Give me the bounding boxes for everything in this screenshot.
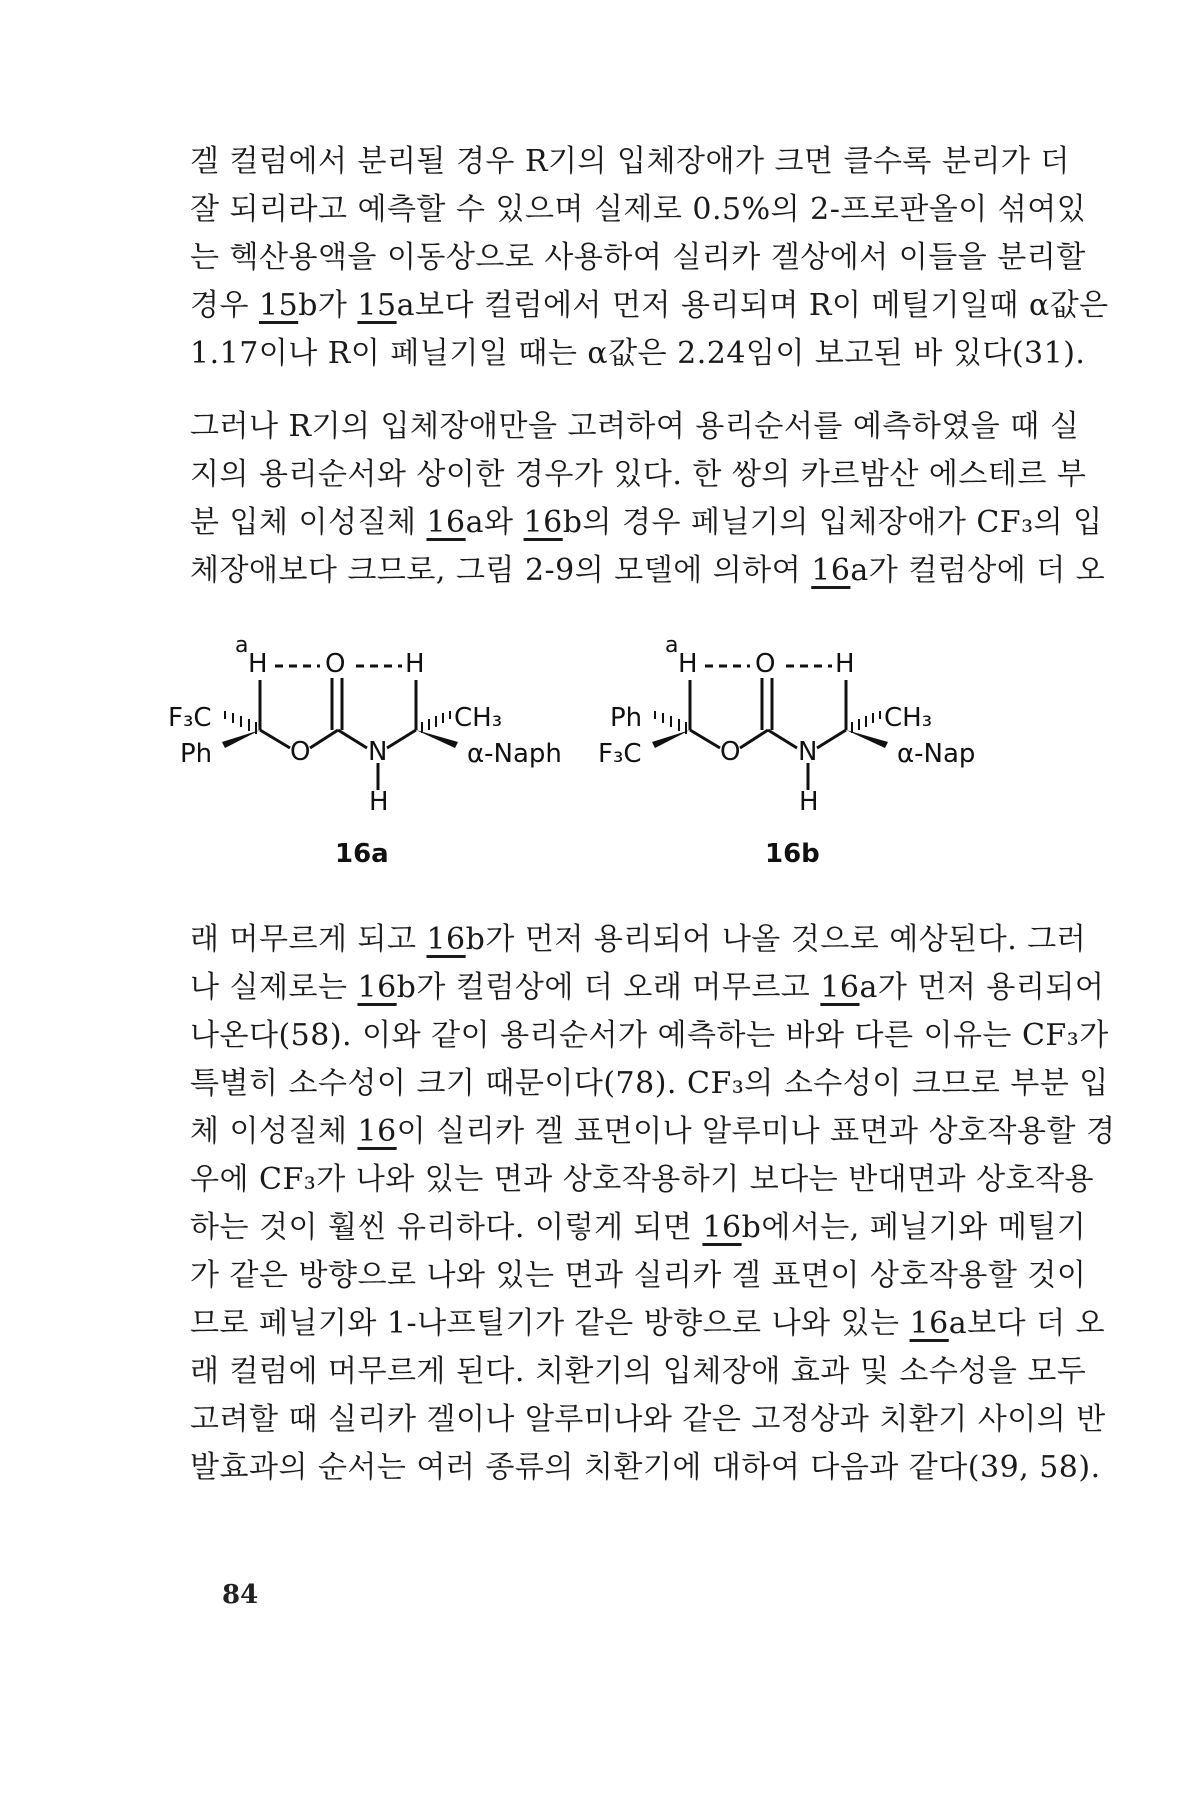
substituent-ch3-16b: CH₃ xyxy=(884,703,933,733)
text-segment: b가 먼저 용리되어 나올 것으로 예상된다. 그러 xyxy=(465,922,1087,957)
compound-number-underlined: 16 xyxy=(702,1210,742,1245)
text-segment: a가 컬럼상에 더 오 xyxy=(850,553,1106,588)
atom-o-top-16b: O xyxy=(755,649,776,679)
text-segment: a가 먼저 용리되어 xyxy=(859,970,1105,1005)
text-segment: b에서는, 페닐기와 메틸기 xyxy=(741,1210,1087,1245)
text-line xyxy=(190,1204,1087,1252)
compound-number-underlined: 15 xyxy=(357,288,397,323)
text-segment: 분 입체 이성질체 xyxy=(190,505,427,540)
text-line: 발효과의 순서는 여러 종류의 치환기에 대하여 다음과 같다(39, 58). xyxy=(190,1450,1101,1485)
chemical-structures-figure xyxy=(168,630,1080,880)
text-line: 래 컬럼에 머무르게 된다. 치환기의 입체장애 효과 및 소수성을 모두 xyxy=(190,1354,1087,1389)
atom-h-left-16b: H xyxy=(678,649,698,679)
text-segment: 하는 것이 훨씬 유리하다. 이렇게 되면 xyxy=(190,1210,703,1245)
substituent-ch3-16a: CH₃ xyxy=(454,703,503,733)
atom-o-bridge-16b: O xyxy=(720,737,741,767)
text-segment: 이 실리카 겔 표면이나 알루미나 표면과 상호작용할 경 xyxy=(396,1114,1116,1149)
text-line: 1.17이나 R이 페닐기일 때는 α값은 2.24임이 보고된 바 있다(31). xyxy=(190,336,1086,371)
superscript-a-16a: a xyxy=(235,633,249,658)
hashed-wedge-16b-left xyxy=(655,711,686,734)
text-segment: b가 xyxy=(298,288,358,323)
text-segment: 나 실제로는 xyxy=(190,970,358,1005)
superscript-a-16b: a xyxy=(665,633,679,658)
text-line xyxy=(190,1300,1106,1348)
compound-number-underlined: 16 xyxy=(523,505,563,540)
compound-number-underlined: 16 xyxy=(811,553,851,588)
text-line xyxy=(190,499,1103,547)
compound-number-underlined: 15 xyxy=(259,288,299,323)
text-line xyxy=(190,1108,1116,1156)
text-line: 겔 컬럼에서 분리될 경우 R기의 입체장애가 크면 클수록 분리가 더 xyxy=(190,144,1070,179)
text-line: 나온다(58). 이와 같이 용리순서가 예측하는 바와 다른 이유는 CF₃가 xyxy=(190,1018,1109,1053)
paragraph-3 xyxy=(190,916,1116,1492)
hashed-wedge-16a-right xyxy=(422,711,450,733)
text-line: 잘 되리라고 예측할 수 있으며 실제로 0.5%의 2-프로판올이 섞여있 xyxy=(190,192,1087,227)
compound-number-underlined: 16 xyxy=(909,1306,949,1341)
hashed-wedge-16b-right xyxy=(852,711,880,733)
text-segment: a보다 컬럼에서 먼저 용리되며 R이 메틸기일때 α값은 xyxy=(396,288,1109,323)
text-line: 는 헥산용액을 이동상으로 사용하여 실리카 겔상에서 이들을 분리할 xyxy=(190,240,1086,275)
atom-o-top-16a: O xyxy=(325,649,346,679)
text-segment: b가 컬럼상에 더 오래 머무르고 xyxy=(396,970,821,1005)
text-line: 지의 용리순서와 상이한 경우가 있다. 한 쌍의 카르밤산 에스테르 부 xyxy=(190,457,1087,492)
text-segment: 체 이성질체 xyxy=(190,1114,358,1149)
text-segment: a와 xyxy=(465,505,524,540)
substituent-ph-16a: Ph xyxy=(180,739,213,769)
compound-label-16b: 16b xyxy=(765,839,820,869)
atom-h-right-16b: H xyxy=(835,649,855,679)
substituent-aryl-16a: α-Naph xyxy=(467,739,562,769)
text-segment: b의 경우 페닐기의 입체장애가 CF₃의 입 xyxy=(562,505,1103,540)
text-line: 고려할 때 실리카 겔이나 알루미나와 같은 고정상과 치환기 사이의 반 xyxy=(190,1402,1106,1437)
text-line xyxy=(190,916,1087,964)
structure-16a xyxy=(260,666,416,790)
hashed-wedge-16a-left xyxy=(225,711,256,734)
atom-nh-16b: H xyxy=(799,787,819,817)
text-segment: 므로 페닐기와 1-나프틸기가 같은 방향으로 나와 있는 xyxy=(190,1306,910,1341)
atom-o-bridge-16a: O xyxy=(290,737,311,767)
compound-number-underlined: 16 xyxy=(357,970,397,1005)
atom-n-16a: N xyxy=(368,737,388,767)
substituent-f3c-16a: F₃C xyxy=(168,703,212,733)
text-line: 가 같은 방향으로 나와 있는 면과 실리카 겔 표면이 상호작용할 것이 xyxy=(190,1258,1087,1293)
text-line xyxy=(190,547,1106,595)
text-line: 그러나 R기의 입체장애만을 고려하여 용리순서를 예측하였을 때 실 xyxy=(190,409,1080,444)
text-line xyxy=(190,964,1105,1012)
page-number: 84 xyxy=(222,1580,259,1610)
atom-h-right-16a: H xyxy=(405,649,425,679)
substituent-ph-16b: Ph xyxy=(610,703,643,733)
compound-number-underlined: 16 xyxy=(426,505,466,540)
text-segment: 체장애보다 크므로, 그림 2-9의 모델에 의하여 xyxy=(190,553,812,588)
text-line: 우에 CF₃가 나와 있는 면과 상호작용하기 보다는 반대면과 상호작용 xyxy=(190,1162,1095,1197)
structure-16b xyxy=(690,666,846,790)
atom-n-16b: N xyxy=(798,737,818,767)
text-line: 특별히 소수성이 크기 때문이다(78). CF₃의 소수성이 크므로 부분 입 xyxy=(190,1066,1109,1101)
text-segment: 경우 xyxy=(190,288,259,323)
bold-wedge-16b-left xyxy=(652,730,690,748)
atom-nh-16a: H xyxy=(369,787,389,817)
bold-wedge-16a-left xyxy=(222,730,260,748)
compound-number-underlined: 16 xyxy=(426,922,466,957)
substituent-aryl-16b: α-Nap xyxy=(897,739,976,769)
text-line xyxy=(190,282,1109,330)
compound-number-underlined: 16 xyxy=(357,1114,397,1149)
bold-wedge-16a-right xyxy=(416,730,458,748)
paragraph-1 xyxy=(190,138,1109,378)
atom-h-left-16a: H xyxy=(248,649,268,679)
text-segment: 래 머무르게 되고 xyxy=(190,922,427,957)
paragraph-2 xyxy=(190,403,1106,595)
substituent-f3c-16b: F₃C xyxy=(598,739,642,769)
bold-wedge-16b-right xyxy=(846,730,888,748)
compound-number-underlined: 16 xyxy=(820,970,860,1005)
text-segment: a보다 더 오 xyxy=(948,1306,1106,1341)
structures-svg xyxy=(168,630,1080,880)
compound-label-16a: 16a xyxy=(335,839,389,869)
